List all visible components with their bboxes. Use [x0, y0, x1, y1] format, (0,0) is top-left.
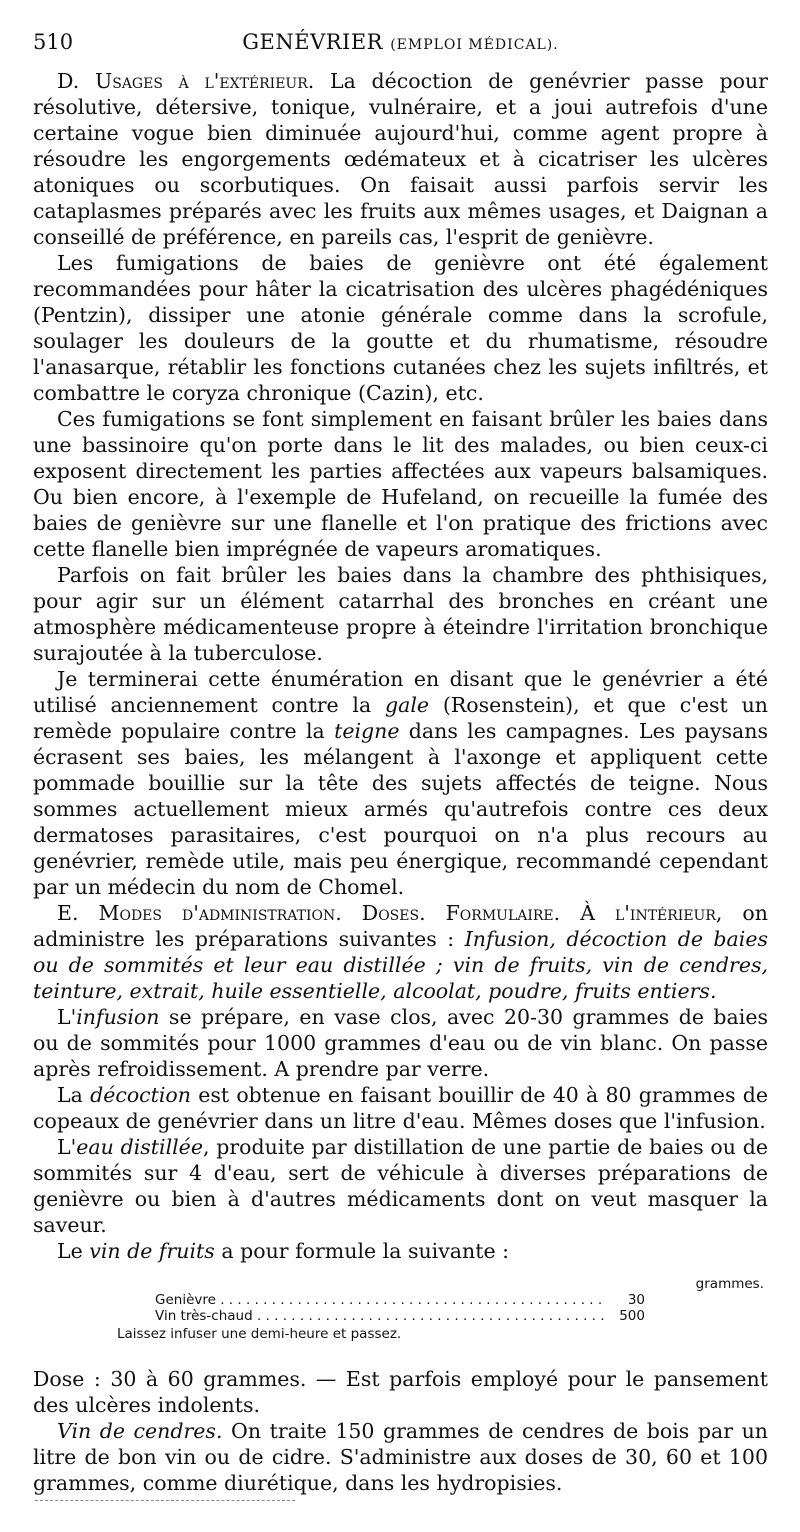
paragraph: Ces fumigations se font simplement en faisant brûler les baies dans une bassinoire qu'on porte dans le lit des malades, ou bien ceux-ci exposent directement les parties affectées aux vapeurs balsamiques. Ou bien encore, à l'exemple de Hufeland, on recueille la fumée des baies de genièvre sur une flanelle et l'on pratique des frictions avec cette flanelle bien imprégnée de vapeurs aromatiques. [33, 407, 768, 561]
recipe-formula [33, 1276, 768, 1342]
paragraph-text: La [57, 1083, 83, 1107]
recipe-ingredient: Vin très-chaud . . . [155, 1308, 605, 1324]
paragraph-text: a pour formule la suivante : [221, 1239, 510, 1263]
italic-term: infusion [76, 1005, 160, 1029]
paragraph-text: L' [57, 1135, 77, 1159]
paragraph-text: La décoction de genévrier passe pour résolutive, détersive, tonique, vulnéraire, et a joui autrefois d'une certaine vogue bien diminuée aujourd'hui, comme agent propre à résoudre les engorgements œdémateux et à cicatriser les ulcères atoniques ou scorbutiques. On faisait aussi parfois servir les cataplasmes préparés avec les fruits aux mêmes usages, et Daignan a conseillé de préférence, en pareils cas, l'esprit de genièvre. [33, 69, 768, 249]
paragraph-text: Le [57, 1239, 83, 1263]
italic-term: vin de fruits [89, 1239, 215, 1263]
running-title-sub: (EMPLOI MÉDICAL). [390, 37, 559, 53]
italic-term: gale [385, 693, 430, 717]
paragraph [33, 68, 768, 250]
section-heading-e: Modes d'administration. Doses. Formulaire. [98, 901, 561, 925]
footer-rule [35, 1500, 295, 1501]
paragraph-text: (Rosenstein), et que c'est un remède populaire contre la [33, 693, 768, 743]
paragraph [33, 1134, 768, 1238]
italic-term: Vin de cendres. [57, 1419, 223, 1443]
recipe-quantity: 30 [627, 1292, 645, 1308]
paragraph: Les fumigations de baies de genièvre ont été également recommandées pour hâter la cicatrisation des ulcères phagédéniques (Pentzin), dissiper une atonie générale comme dans la scrofule, soulager les douleurs de la goutte et du rhumatisme, résoudre l'anasarque, rétablir les fonctions cutanées chez les sujets infiltrés, et combattre le coryza chronique (Cazin), etc. [33, 251, 768, 405]
paragraph [33, 1418, 768, 1496]
recipe-ingredient: Genièvre . . . [155, 1292, 605, 1308]
section-letter-d: D. [57, 69, 80, 93]
paragraph-text: dans les campagnes. Les paysans écrasent ses baies, les mélangent à l'axonge et appliquent cette pommade bouillie sur la tête des sujets affectés de teigne. Nous sommes actuellement mieux armés qu'autrefois contre ces deux dermatoses parasitaires, c'est pourquoi on n'a plus recours au genévrier, remède utile, mais peu énergique, recommandé cependant par un médecin du nom de Chomel. [33, 719, 768, 899]
paragraph [33, 1082, 768, 1134]
recipe-row [155, 1308, 645, 1324]
subheading-interior: À l'intérieur, [580, 901, 723, 925]
paragraph: Parfois on fait brûler les baies dans la chambre des phthisiques, pour agir sur un élément catarrhal des bronches en créant une atmosphère médicamenteuse propre à éteindre l'irritation bronchique surajoutée à la tuberculose. [33, 563, 768, 665]
paragraph-text: on administre les préparations suivantes : [33, 901, 768, 951]
italic-list: Infusion, décoction de baies ou de sommités et leur eau distillée ; vin de fruits, vin de cendres, teinture, extrait, huile essentielle, alcoolat, poudre, fruits entiers. [33, 927, 768, 1003]
paragraph [33, 900, 768, 1004]
italic-term: décoction [90, 1083, 191, 1107]
recipe-quantity: 500 [619, 1308, 645, 1324]
spacer [33, 1348, 768, 1366]
book-page [33, 30, 768, 1496]
recipe-row [155, 1292, 645, 1308]
paragraph-text: On traite 150 grammes de cendres de bois par un litre de bon vin ou de cidre. S'administre aux doses de 30, 60 et 100 grammes, comme diurétique, dans les hydropisies. [33, 1419, 768, 1495]
paragraph [33, 1238, 768, 1264]
paragraph-text: se prépare, en vase clos, avec 20-30 grammes de baies ou de sommités pour 1000 grammes d'eau ou de vin blanc. On passe après refroidissement. A prendre par verre. [33, 1005, 768, 1081]
section-letter-e: E. [57, 901, 79, 925]
paragraph-text: , produite par distillation de une partie de baies ou de sommités sur 4 d'eau, sert de véhicule à diverses préparations de genièvre ou bien à d'autres médicaments dont on veut masquer la saveur. [33, 1135, 768, 1237]
italic-term: teigne [334, 719, 400, 743]
running-title [88, 30, 768, 54]
paragraph-text: est obtenue en faisant bouillir de 40 à 80 grammes de copeaux de genévrier dans un litre d'eau. Mêmes doses que l'infusion. [33, 1083, 768, 1133]
page-body [33, 68, 768, 1496]
paragraph [33, 1004, 768, 1082]
recipe-unit: grammes. [695, 1276, 764, 1292]
paragraph-text: L' [57, 1005, 77, 1029]
paragraph-text: Je terminerai cette énumération en disant que le genévrier a été utilisé anciennement contre la [33, 667, 768, 717]
running-header [33, 30, 768, 60]
running-title-main: GENÉVRIER [242, 30, 383, 54]
paragraph [33, 666, 768, 900]
recipe-note: Laissez infuser une demi-heure et passez. [117, 1326, 402, 1342]
page-number: 510 [33, 30, 74, 54]
italic-term: eau distillée [76, 1135, 203, 1159]
section-heading-d: Usages à l'extérieur. [94, 69, 315, 93]
paragraph: Dose : 30 à 60 grammes. — Est parfois employé pour le pansement des ulcères indolents. [33, 1367, 768, 1417]
